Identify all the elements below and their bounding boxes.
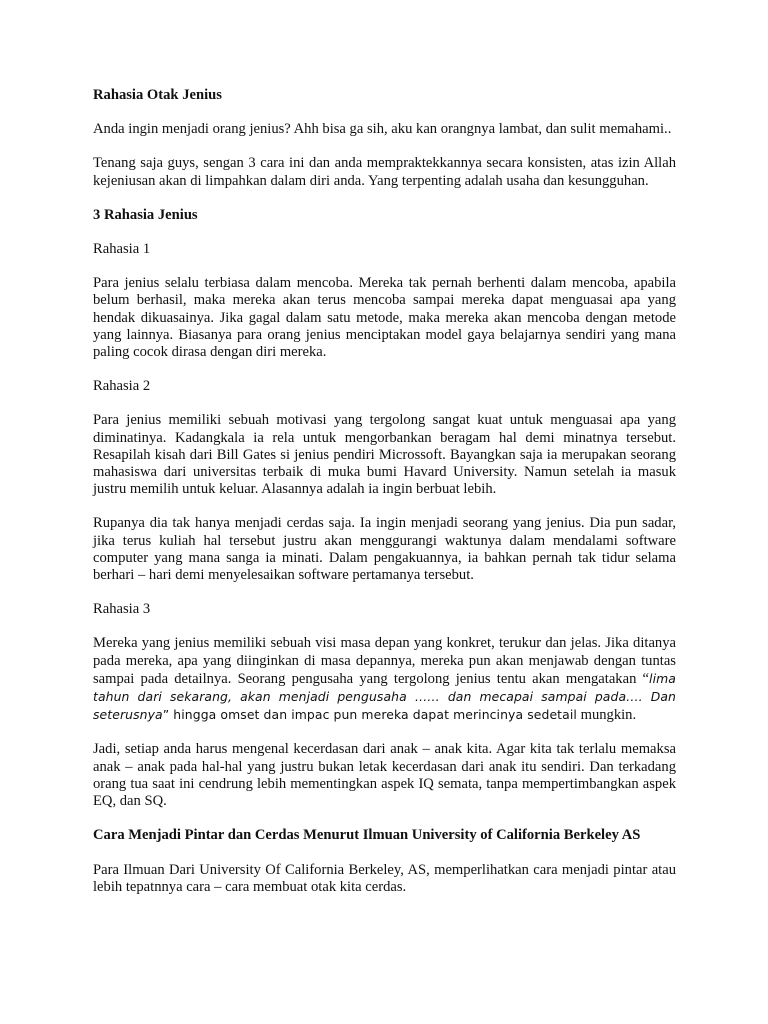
document-title: Rahasia Otak Jenius — [93, 87, 222, 103]
secret-1-label: Rahasia 1 — [93, 241, 151, 258]
section-heading-3-secrets: 3 Rahasia Jenius — [93, 206, 198, 223]
children-intelligence-paragraph: Jadi, setiap anda harus mengenal kecerdasan dari anak – anak kita. Agar kita tak terlalu memaksa anak – anak pada hal-hal yang justru bukan letak kecerdasan dari anak itu sendiri. Dan terkadang orang tua saat ini cendrung lebih mementingkan aspek IQ semata, tanpa mempertimbangkan aspek EQ, dan SQ. — [93, 741, 676, 810]
secret-3-label: Rahasia 3 — [93, 601, 151, 618]
secret-2-paragraph-1: Para jenius memiliki sebuah motivasi yang tergolong sangat kuat untuk menguasai apa yang diminatinya. Kadangkala ia rela untuk mengorbankan beragam hal demi minatnya tersebut. Resapilah kisah dari Bill Gates si jenius pendiri Microssoft. Bayangkan saja ia merupakan seorang mahasiswa dari universitas terbaik di muka bumi Havard University. Namun setelah ia masuk justru memilih untuk keluar. Alasannya adalah ia ingin berbuat lebih. — [93, 412, 676, 498]
berkeley-paragraph: Para Ilmuan Dari University Of California Berkeley, AS, memperlihatkan cara menjadi pintar atau lebih tepatnnya cara – cara membuat otak kita cerdas. — [93, 861, 676, 895]
secret-2-paragraph-2: Rupanya dia tak hanya menjadi cerdas saja. Ia ingin menjadi seorang yang jenius. Dia pun sadar, jika terus kuliah hal tersebut justru akan menggurangi waktunya dalam mendalami software computer yang mana sanga ia minati. Dalam pengakuannya, ia bahkan pernah tak tidur selama berhari – hari demi menyelesaikan software pertamanya tersebut. — [93, 515, 676, 584]
secret-3-text-end: mungkin. — [580, 707, 637, 724]
secret-1-paragraph: Para jenius selalu terbiasa dalam mencoba. Mereka tak pernah berhenti dalam mencoba, apabila belum berhasil, maka mereka akan terus mencoba sampai mereka dapat menguasai apa yang hendak dikuasainya. Jika gagal dalam satu metode, maka mereka akan mencoba dengan metode yang lainnya. Biasanya para orang jenius menciptakan model gaya belajarnya sendiri yang mana paling cocok dirasa dengan diri mereka. — [93, 275, 676, 361]
section-heading-berkeley: Cara Menjadi Pintar dan Cerdas Menurut Ilmuan University of California Berkeley AS — [93, 827, 641, 844]
intro-paragraph: Anda ingin menjadi orang jenius? Ahh bisa ga sih, aku kan orangnya lambat, dan sulit memahami.. — [93, 121, 672, 138]
encouragement-paragraph: Tenang saja guys, sengan 3 cara ini dan anda mempraktekkannya secara konsisten, atas izin Allah kejeniusan akan di limpahkan dalam diri anda. Yang terpenting adalah usaha dan kesungguhan. — [93, 155, 676, 189]
secret-3-quote-italic: lima tahun dari sekarang, akan menjadi pengusaha …… dan mecapai sampai pada…. Dan seterusnya — [93, 670, 676, 723]
secret-3-text-middle: ” hingga omset dan impac pun mereka dapat merincinya sedetail — [162, 707, 577, 723]
secret-3-paragraph — [93, 635, 676, 724]
secret-2-label: Rahasia 2 — [93, 378, 151, 395]
secret-3-text-start: Mereka yang jenius memiliki sebuah visi masa depan yang konkret, terukur dan jelas. Jika ditanya pada mereka, apa yang diinginkan di masa depannya, mereka pun akan menjawab dengan tuntas sampai pada detailnya. Seorang pengusaha yang tergolong jenius tentu akan mengatakan “ — [93, 635, 676, 687]
document-page — [93, 87, 676, 913]
